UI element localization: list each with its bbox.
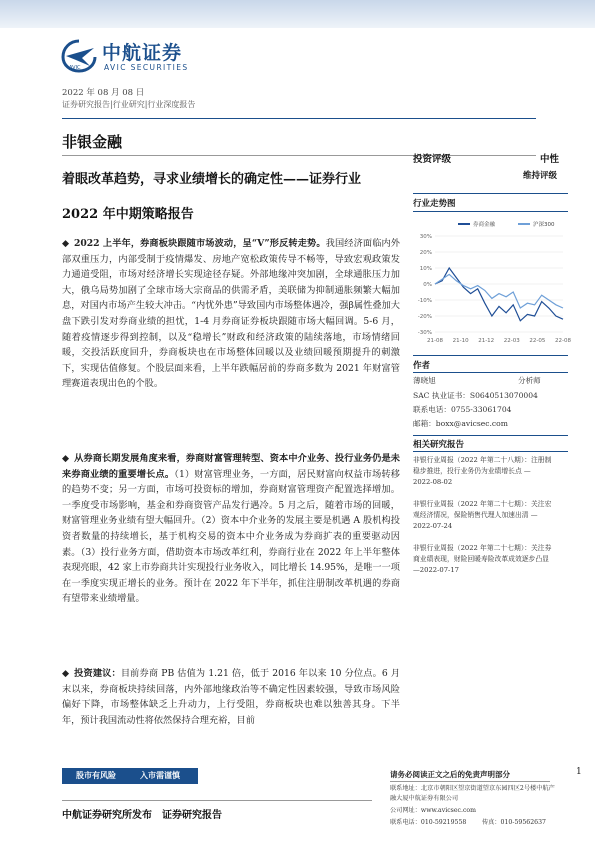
- analyst-name: 薄晓旭: [413, 376, 436, 385]
- related-report-1[interactable]: 非银行业周报（2022 年第二十八期）：注册制 稳步推进，投行业务仍为业绩增长点 — 2022-08-02: [413, 456, 552, 486]
- chart-legend-label: 沪深300: [533, 222, 555, 228]
- diamond-bullet-icon: ◆: [62, 238, 70, 249]
- contact-fax: 传真：010-59562637: [482, 819, 546, 826]
- chart-y-tick-label: -20%: [417, 314, 432, 320]
- related-rule-top: [413, 435, 568, 436]
- brand-name-en: AVIC SECURITIES: [104, 63, 189, 72]
- footer-rule-left: [62, 800, 372, 801]
- authors-rule-bottom: [413, 372, 568, 373]
- contact-phone: 联系电话：010-59219558: [390, 819, 467, 826]
- chart-y-tick-label: 10%: [419, 266, 432, 272]
- chart-y-tick-label: 20%: [419, 250, 432, 256]
- contact-web[interactable]: 公司网址：www.avicsec.com: [390, 807, 477, 814]
- sector-name: 非银金融: [62, 133, 123, 151]
- risk-banner: [62, 768, 198, 784]
- emblem-text: AVIC: [69, 65, 81, 71]
- chart-x-tick-label: 21-08: [427, 338, 443, 344]
- rating-status: 维持评级: [523, 171, 558, 181]
- chart-x-tick-label: 21-12: [478, 338, 495, 344]
- risk-text-2: 入市需谨慎: [140, 770, 180, 780]
- chart-y-tick-label: -10%: [417, 298, 432, 304]
- rating-value: 中性: [540, 154, 560, 165]
- header-rule: [62, 118, 536, 119]
- footer-rule-right: [390, 781, 550, 782]
- chart-x-tick-label: 22-08: [555, 338, 571, 344]
- header-band: [0, 0, 595, 28]
- chart-y-tick-label: 30%: [419, 234, 432, 240]
- risk-text-1: 股市有风险: [76, 770, 116, 780]
- analyst-role: 分析师: [518, 376, 541, 385]
- chart-x-tick-label: 22-03: [503, 338, 520, 344]
- page-number: 1: [576, 767, 582, 777]
- chart-y-tick-label: 0%: [423, 282, 432, 288]
- related-report-2[interactable]: 非银行业周报（2022 年第二十七期）：关注宏 观经济情况，保险销售代理人加速出清 — 2022-07-24: [413, 500, 552, 530]
- avic-emblem-icon: [60, 38, 98, 74]
- related-rule-bottom: [413, 451, 568, 452]
- report-title-line2: 2022 年中期策略报告: [62, 207, 194, 222]
- report-date: 2022 年 08 月 08 日: [62, 88, 145, 98]
- report-title-line1: 着眼改革趋势，寻求业绩增长的确定性——证券行业: [62, 172, 362, 187]
- chart-y-tick-label: -30%: [417, 330, 432, 336]
- chart-x-tick-label: 22-05: [529, 338, 546, 344]
- body-paragraph-2: ◆ 从券商长期发展角度来看，券商财富管理转型、资本中介业务、投行业务仍是未来券商业绩的重要增长点。（1）财富管理业务，一方面，居民财富向权益市场转移的趋势不变；另一方面，市场可投资标的增加，券商财富管理资产配置选择增加。一季度受市场影响，基金和券商资管产品发行遇冷。5 月之后，随着市场的回暖，财富管理业务业绩有望大幅回升。（2）资本中介业务的发展主要是机遇 A 股机构投资者数量的持续增长，基于机构交易的资本中介业务成为券商扩表的重要驱动因素。（3）投行业务方面，借助资本市场改革红利，券商行业在 2022 年上半年整体表现亮眼，42 家上市券商共计实现投行业务收入，同比增长 14.95%，是唯一一项在一季度实现正增长的业务。预计在 2022 年下半年，抓住注册制改革机遇的券商有望带来业绩增量。: [62, 453, 400, 605]
- trend-heading: 行业走势图: [413, 199, 456, 209]
- body-paragraph-1: ◆ 2022 上半年，券商板块跟随市场波动，呈“V”形反转走势。我国经济面临内外部双重压力，内部受制于疫情爆发、房地产宽松政策传导不畅等，导致宏观政策发力通道受阻，市场对经济增长实现途径存疑。外部地缘冲突加剧，全球通胀压力加大，俄乌局势加剧了全球市场大宗商品的供需矛盾，美联储为抑制通胀频繁大幅加息，对国内市场产生较大冲击。“内忧外患”导致国内市场整体遇冷，强β属性叠加大盘下跌引发对券商业绩的担忧，1-4 月券商证券板块跟随市场大幅回调。5-6 月，随着疫情逐步得到控制，以及“稳增长”财政和经济政策的陆续落地，市场情绪回暖，交投活跃度回升，券商板块也在市场整体回暖以及业绩回暖预期提升的刺激下，实现估值修复。个股层面来看，上半年跌幅居前的券商多数为 2021 年财富管理赛道表现出色的个股。: [62, 238, 400, 390]
- authors-rule-top: [413, 355, 568, 356]
- trend-rule-top: [413, 193, 568, 194]
- sector-rule: [62, 155, 536, 156]
- disclaimer-note: 请务必阅读正文之后的免责声明部分: [390, 770, 510, 779]
- body-paragraph-3: ◆ 投资建议：目前券商 PB 估值为 1.21 倍，低于 2016 年以来 10 分位点。6 月末以来，券商板块持续回落，内外部地缘政治等不确定性因素较强，导致市场风险偏好下降，市场整体缺乏上升动力，上行受阻，券商板块也难以独善其身。下半年，预计我国流动性将依然保持合理充裕，目前: [62, 668, 401, 726]
- chart-series-line: [435, 268, 563, 321]
- report-type: 证券研究报告|行业研究|行业深度报告: [62, 100, 196, 109]
- authors-heading: 作者: [413, 361, 431, 371]
- rating-label: 投资评级: [413, 154, 452, 165]
- trend-chart: [413, 214, 571, 354]
- footer-company: 中航证券研究所发布 证券研究报告: [62, 810, 222, 821]
- analyst-sac: SAC 执业证书：S0640513070004: [413, 391, 538, 400]
- diamond-bullet-icon: ◆: [62, 668, 70, 679]
- chart-legend-label: 券商金融: [473, 222, 496, 228]
- contact-address: 联系地址：北京市朝阳区望京街道望京东园四区2号楼中航产融大厦中航证券有限公司: [390, 785, 555, 802]
- related-report-3[interactable]: 非银行业周报（2022 年第二十七期）：关注券 商业绩表现，财险回暖寿险改革成效逐步凸显 —2022-07-17: [413, 544, 552, 574]
- company-logo: [60, 38, 230, 76]
- analyst-email[interactable]: 邮箱：boxx@avicsec.com: [413, 419, 508, 428]
- chart-x-tick-label: 21-10: [452, 338, 469, 344]
- trend-rule-bottom: [413, 211, 568, 212]
- analyst-phone: 联系电话：0755-33061704: [413, 405, 512, 414]
- brand-name-cn: 中航证券: [102, 42, 183, 64]
- diamond-bullet-icon: ◆: [62, 453, 70, 464]
- related-heading: 相关研究报告: [413, 440, 465, 450]
